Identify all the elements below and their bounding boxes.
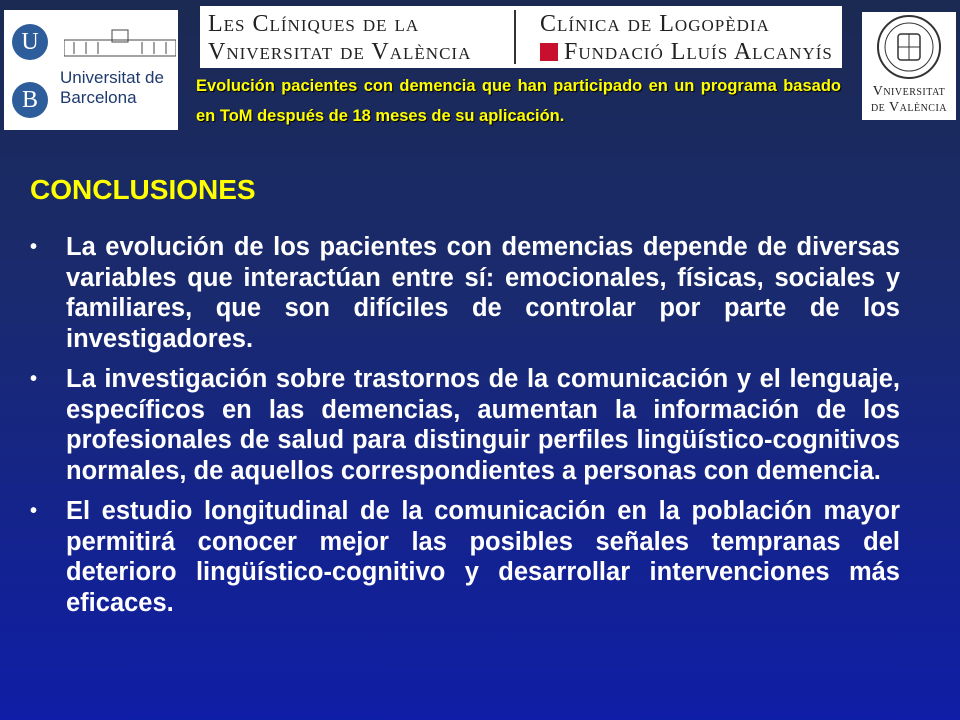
fundacio-icon [540, 43, 558, 61]
bullet-icon: • [30, 236, 38, 258]
clinica-right-text [540, 10, 840, 66]
uv-name-line2: de València [870, 100, 948, 115]
bullet-text: La evolución de los pacientes con demencias depende de diversas variables que interactúan entre sí: emocionales, físicas, sociales y familiares, que son difíciles de controlar por parte de los investigadores. [66, 233, 900, 353]
clinica-right-line2: Fundació Lluís Alcanyís [564, 39, 833, 65]
slide-subtitle: Evolución pacientes con demencia que han participado en un programa basado en ToM después de 18 meses de su aplicación. [196, 77, 841, 125]
clinica-left-line2: Vniversitat de València [208, 39, 472, 65]
clinica-right-line1: Clínica de Logopèdia [540, 11, 770, 37]
clinica-logo [200, 6, 842, 68]
ub-letter-b: B [12, 82, 48, 118]
slide-heading: CONCLUSIONES [30, 174, 256, 205]
uv-seal-icon [876, 14, 942, 80]
uv-name [862, 84, 956, 116]
ub-logo [4, 10, 178, 130]
bullet-icon: • [30, 500, 38, 522]
clinica-left-text [208, 10, 508, 66]
list-item [30, 496, 900, 618]
uv-logo [862, 12, 956, 120]
ub-building-icon [64, 28, 176, 58]
clinica-divider [514, 10, 516, 64]
bullet-text: La investigación sobre trastornos de la comunicación y el lenguaje, específicos en las demencias, aumentan la información de los profesionales de salud para distinguir perfiles lingüístico-cognitivos normales, de aquellos correspondientes a personas con demencia. [66, 365, 900, 485]
bullet-text: El estudio longitudinal de la comunicación en la población mayor permitirá conocer mejor las posibles señales tempranas del deterioro lingüístico-cognitivo y desarrollar intervenciones más eficaces. [66, 497, 900, 617]
clinica-right-line2-row [540, 38, 840, 66]
ub-letter-u: U [12, 24, 48, 60]
uv-name-line1: Vniversitat [872, 84, 946, 99]
list-item [30, 232, 900, 354]
clinica-left-line1: Les Clíniques de la [208, 11, 420, 37]
ub-name: Universitat de Barcelona [60, 68, 164, 107]
conclusions-list [30, 232, 900, 628]
list-item [30, 364, 900, 486]
bullet-icon: • [30, 368, 38, 390]
